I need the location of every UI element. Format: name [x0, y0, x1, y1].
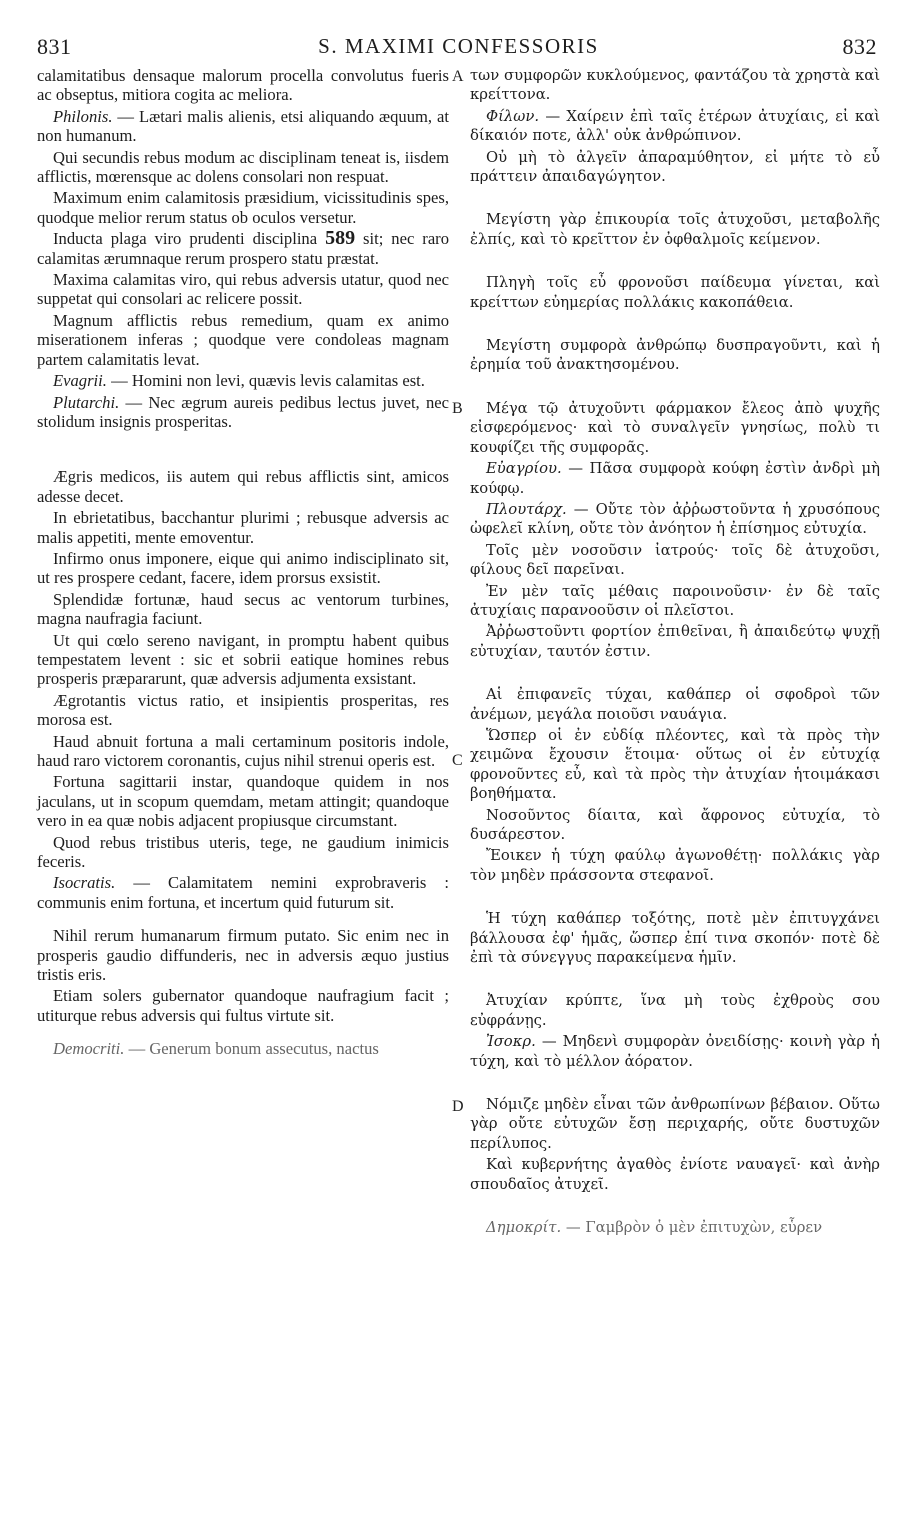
greek-column	[470, 66, 880, 1240]
greek-paragraph: Ἀῤῥωστοῦντι φορτίον ἐπιθεῖναι, ἢ ἀπαιδεύτῳ ψυχῇ εὐτυχίαν, ταυτόν ἐστιν.	[470, 623, 880, 660]
latin-paragraph: Etiam solers gubernator quandoque naufragium facit ; utiturque rebus adversis qui fultus virtute sit.	[37, 986, 449, 1025]
greek-paragraph: Ἔοικεν ἡ τύχη φαύλῳ ἀγωνοθέτῃ· πολλάκις γὰρ τὸν μηδὲν πράσσοντα στεφανοῖ.	[470, 847, 880, 884]
latin-paragraph: Democriti. — Generum bonum assecutus, nactus	[53, 1039, 379, 1059]
greek-paragraph: Πλουτάρχ. — Οὔτε τὸν ἀῤῥωστοῦντα ἡ χρυσόπους ὠφελεῖ κλίνη, οὔτε τὸν ἀνόητον ἡ ἐπίσημος εὐτυχία.	[470, 500, 880, 538]
latin-paragraph: Splendidæ fortunæ, haud secus ac ventorum turbines, magna naufragia faciunt.	[37, 589, 449, 629]
page-number-left: 831	[37, 34, 72, 59]
greek-paragraph: Φίλων. — Χαίρειν ἐπὶ ταῖς ἑτέρων ἀτυχίαις, εἰ καὶ δίκαιόν ποτε, ἀλλ' οὐκ ἀνθρώπινον.	[470, 107, 880, 145]
greek-paragraph: Καὶ κυβερνήτης ἀγαθὸς ἐνίοτε ναυαγεῖ· καὶ ἀνὴρ σπουδαῖος ἀτυχεῖ.	[470, 1156, 880, 1193]
page-header	[0, 0, 917, 62]
running-title: S. MAXIMI CONFESSORIS	[318, 34, 599, 58]
latin-paragraph: Maximum enim calamitosis præsidium, vicissitudinis spes, quodque melior rerum status ob oculos versetur.	[37, 188, 449, 227]
greek-paragraph: Ἀτυχίαν κρύπτε, ἵνα μὴ τοὺς ἐχθροὺς σου εὐφράνῃς.	[470, 992, 880, 1029]
latin-paragraph: Nihil rerum humanarum firmum putato. Sic enim nec in prosperis gaudio diffunderis, nec in adversis æquo justius tristis eris.	[37, 926, 449, 985]
latin-paragraph: Fortuna sagittarii instar, quandoque quidem in nos jaculans, ut in scopum quemdam, metam attingit; quandoque vero in ea quæ nobis adjacent propiusque circumstant.	[37, 772, 449, 831]
latin-paragraph: Inducta plaga viro prudenti disciplina 589 sit; nec raro calamitas ærumnaque rerum prospero statu præstat.	[37, 227, 450, 268]
greek-paragraph: Ἡ τύχη καθάπερ τοξότης, ποτὲ μὲν ἐπιτυγχάνει βάλλουσα ἐφ' ἡμᾶς, ὥσπερ ἐπί τινα σκοπόν· ποτὲ δὲ ἐπὶ τὰ σύνεγγυς παρακείμενα ἡμῖν.	[470, 910, 880, 967]
latin-paragraph: Philonis. — Lætari malis alienis, etsi aliquando æquum, at non humanum.	[37, 106, 449, 146]
greek-paragraph: των συμφορῶν κυκλούμενος, φαντάζου τὰ χρηστὰ καὶ κρείττονα.	[470, 67, 880, 104]
greek-paragraph: Πληγὴ τοῖς εὖ φρονοῦσι παίδευμα γίνεται, καὶ κρείττων εὐημερίας πολλάκις κακοπάθεια.	[470, 274, 880, 311]
greek-paragraph: Μέγα τῷ ἀτυχοῦντι φάρμακον ἔλεος ἀπὸ ψυχῆς εἰσφερόμενος· καὶ τὸ συναλγεῖν γνησίως, πολὺ τι κουφίζει τῆς συμφορᾶς.	[470, 399, 880, 456]
greek-paragraph: Ἰσοκρ. — Μηδενὶ συμφορὰν ὀνειδίσῃς· κοινὴ γὰρ ἡ τύχη, καὶ τὸ μέλλον ἀόρατον.	[470, 1033, 880, 1070]
page-number-right: 832	[842, 34, 877, 59]
latin-paragraph: Quod rebus tristibus uteris, tege, ne gaudium inimicis feceris.	[37, 832, 449, 872]
latin-paragraph: Isocratis. — Calamitatem nemini exprobraveris : communis enim fortuna, et incertum quid futurum sit.	[37, 873, 449, 912]
latin-paragraph: Maxima calamitas viro, qui rebus adversis utatur, quod nec suppetat qui consolari ac relicere possit.	[37, 270, 449, 309]
latin-paragraph: Ægris medicos, iis autem qui rebus afflictis sint, amicos adesse decet.	[37, 467, 449, 506]
margin-letter-d: D	[452, 1098, 464, 1115]
latin-paragraph: Infirmo onus imponere, eique qui animo indisciplinato sit, ut res prospere cedant, facere, idem prorsus exsistit.	[37, 548, 449, 588]
greek-paragraph: Αἱ ἐπιφανεῖς τύχαι, καθάπερ οἱ σφοδροὶ τῶν ἀνέμων, μεγάλα ποιοῦσι ναυάγια.	[470, 686, 880, 723]
column-marker: 589	[325, 227, 356, 250]
greek-paragraph: Μεγίστη συμφορὰ ἀνθρώπῳ δυσπραγοῦντι, καὶ ἡ ἐρημία τοῦ ἀνακτησομένου.	[470, 337, 880, 374]
latin-paragraph: Qui secundis rebus modum ac disciplinam teneat is, iisdem afflictis, mœrensque ac dolens consolari non respuat.	[37, 147, 449, 187]
latin-paragraph: Evagrii. — Homini non levi, quævis levis calamitas est.	[53, 371, 425, 391]
greek-paragraph: Νοσοῦντος δίαιτα, καὶ ἄφρονος εὐτυχία, τὸ δυσάρεστον.	[470, 806, 880, 843]
greek-paragraph: Οὐ μὴ τὸ ἀλγεῖν ἀπαραμύθητον, εἰ μήτε τὸ εὖ πράττειν ἀπαιδαγώγητον.	[470, 148, 880, 186]
latin-column	[37, 66, 449, 1061]
greek-paragraph: Νόμιζε μηδὲν εἶναι τῶν ἀνθρωπίνων βέβαιον. Οὕτω γὰρ οὔτε εὐτυχῶν ἔσῃ περιχαρής, οὔτε δυστυχῶν περίλυπος.	[470, 1096, 880, 1152]
margin-letter-c: C	[452, 752, 463, 769]
latin-paragraph: In ebrietatibus, bacchantur plurimi ; rebusque adversis ac malis appetiti, mente emoventur.	[37, 508, 449, 547]
greek-paragraph: Ἐν μὲν ταῖς μέθαις παροινοῦσιν· ἐν δὲ ταῖς ἀτυχίαις παρανοοῦσιν οἱ πλεῖστοι.	[470, 582, 880, 619]
greek-paragraph: Μεγίστη γὰρ ἐπικουρία τοῖς ἀτυχοῦσι, μεταβολῆς ἐλπίς, καὶ τὸ κρεῖττον ἐν ὀφθαλμοῖς κείμενον.	[470, 211, 880, 248]
latin-paragraph: Ut qui cœlo sereno navigant, in promptu habent quibus tempestatem levent : sic et sobrii eatique homines rebus prosperis præpararunt, quæ adversis adjumenta exsistant.	[37, 630, 449, 689]
latin-paragraph: Magnum afflictis rebus remedium, quam ex animo miserationem inferas ; quodque vere condoleas magnam partem calamitatis levat.	[37, 310, 449, 369]
margin-letter-b: B	[452, 400, 463, 417]
greek-paragraph: Δημοκρίτ. — Γαμβρὸν ὁ μὲν ἐπιτυχὼν, εὗρεν	[486, 1219, 823, 1237]
greek-paragraph: Τοῖς μὲν νοσοῦσιν ἰατρούς· τοῖς δὲ ἀτυχοῦσι, φίλους δεῖ παρεῖναι.	[470, 541, 880, 579]
greek-paragraph: Εὐαγρίου. — Πᾶσα συμφορὰ κούφη ἐστὶν ἀνδρὶ μὴ κούφῳ.	[470, 460, 880, 497]
latin-paragraph: Ægrotantis victus ratio, et insipientis prosperitas, res morosa est.	[37, 690, 449, 730]
margin-letter-a: A	[452, 68, 464, 85]
greek-paragraph: Ὥσπερ οἱ ἐν εὐδίᾳ πλέοντες, καὶ τὰ πρὸς τὴν χειμῶνα ἔχουσιν ἕτοιμα· οὕτως οἱ ἐν εὐτυχίᾳ φρονοῦντες εὖ, καὶ τὰ πρὸς τὴν ἀτυχίαν ἡτοιμάκασι βοηθήματα.	[470, 726, 880, 803]
latin-paragraph: Haud abnuit fortuna a mali certaminum positoris indole, haud raro victorem coronantis, cujus nihil strenui operis est.	[37, 731, 449, 770]
latin-paragraph: Plutarchi. — Nec ægrum aureis pedibus lectus juvet, nec stolidum insignis prosperitas.	[37, 392, 449, 431]
latin-paragraph: calamitatibus densaque malorum procella convolutus fueris ac obseptus, mitiora cogita ac meliora.	[37, 66, 449, 105]
